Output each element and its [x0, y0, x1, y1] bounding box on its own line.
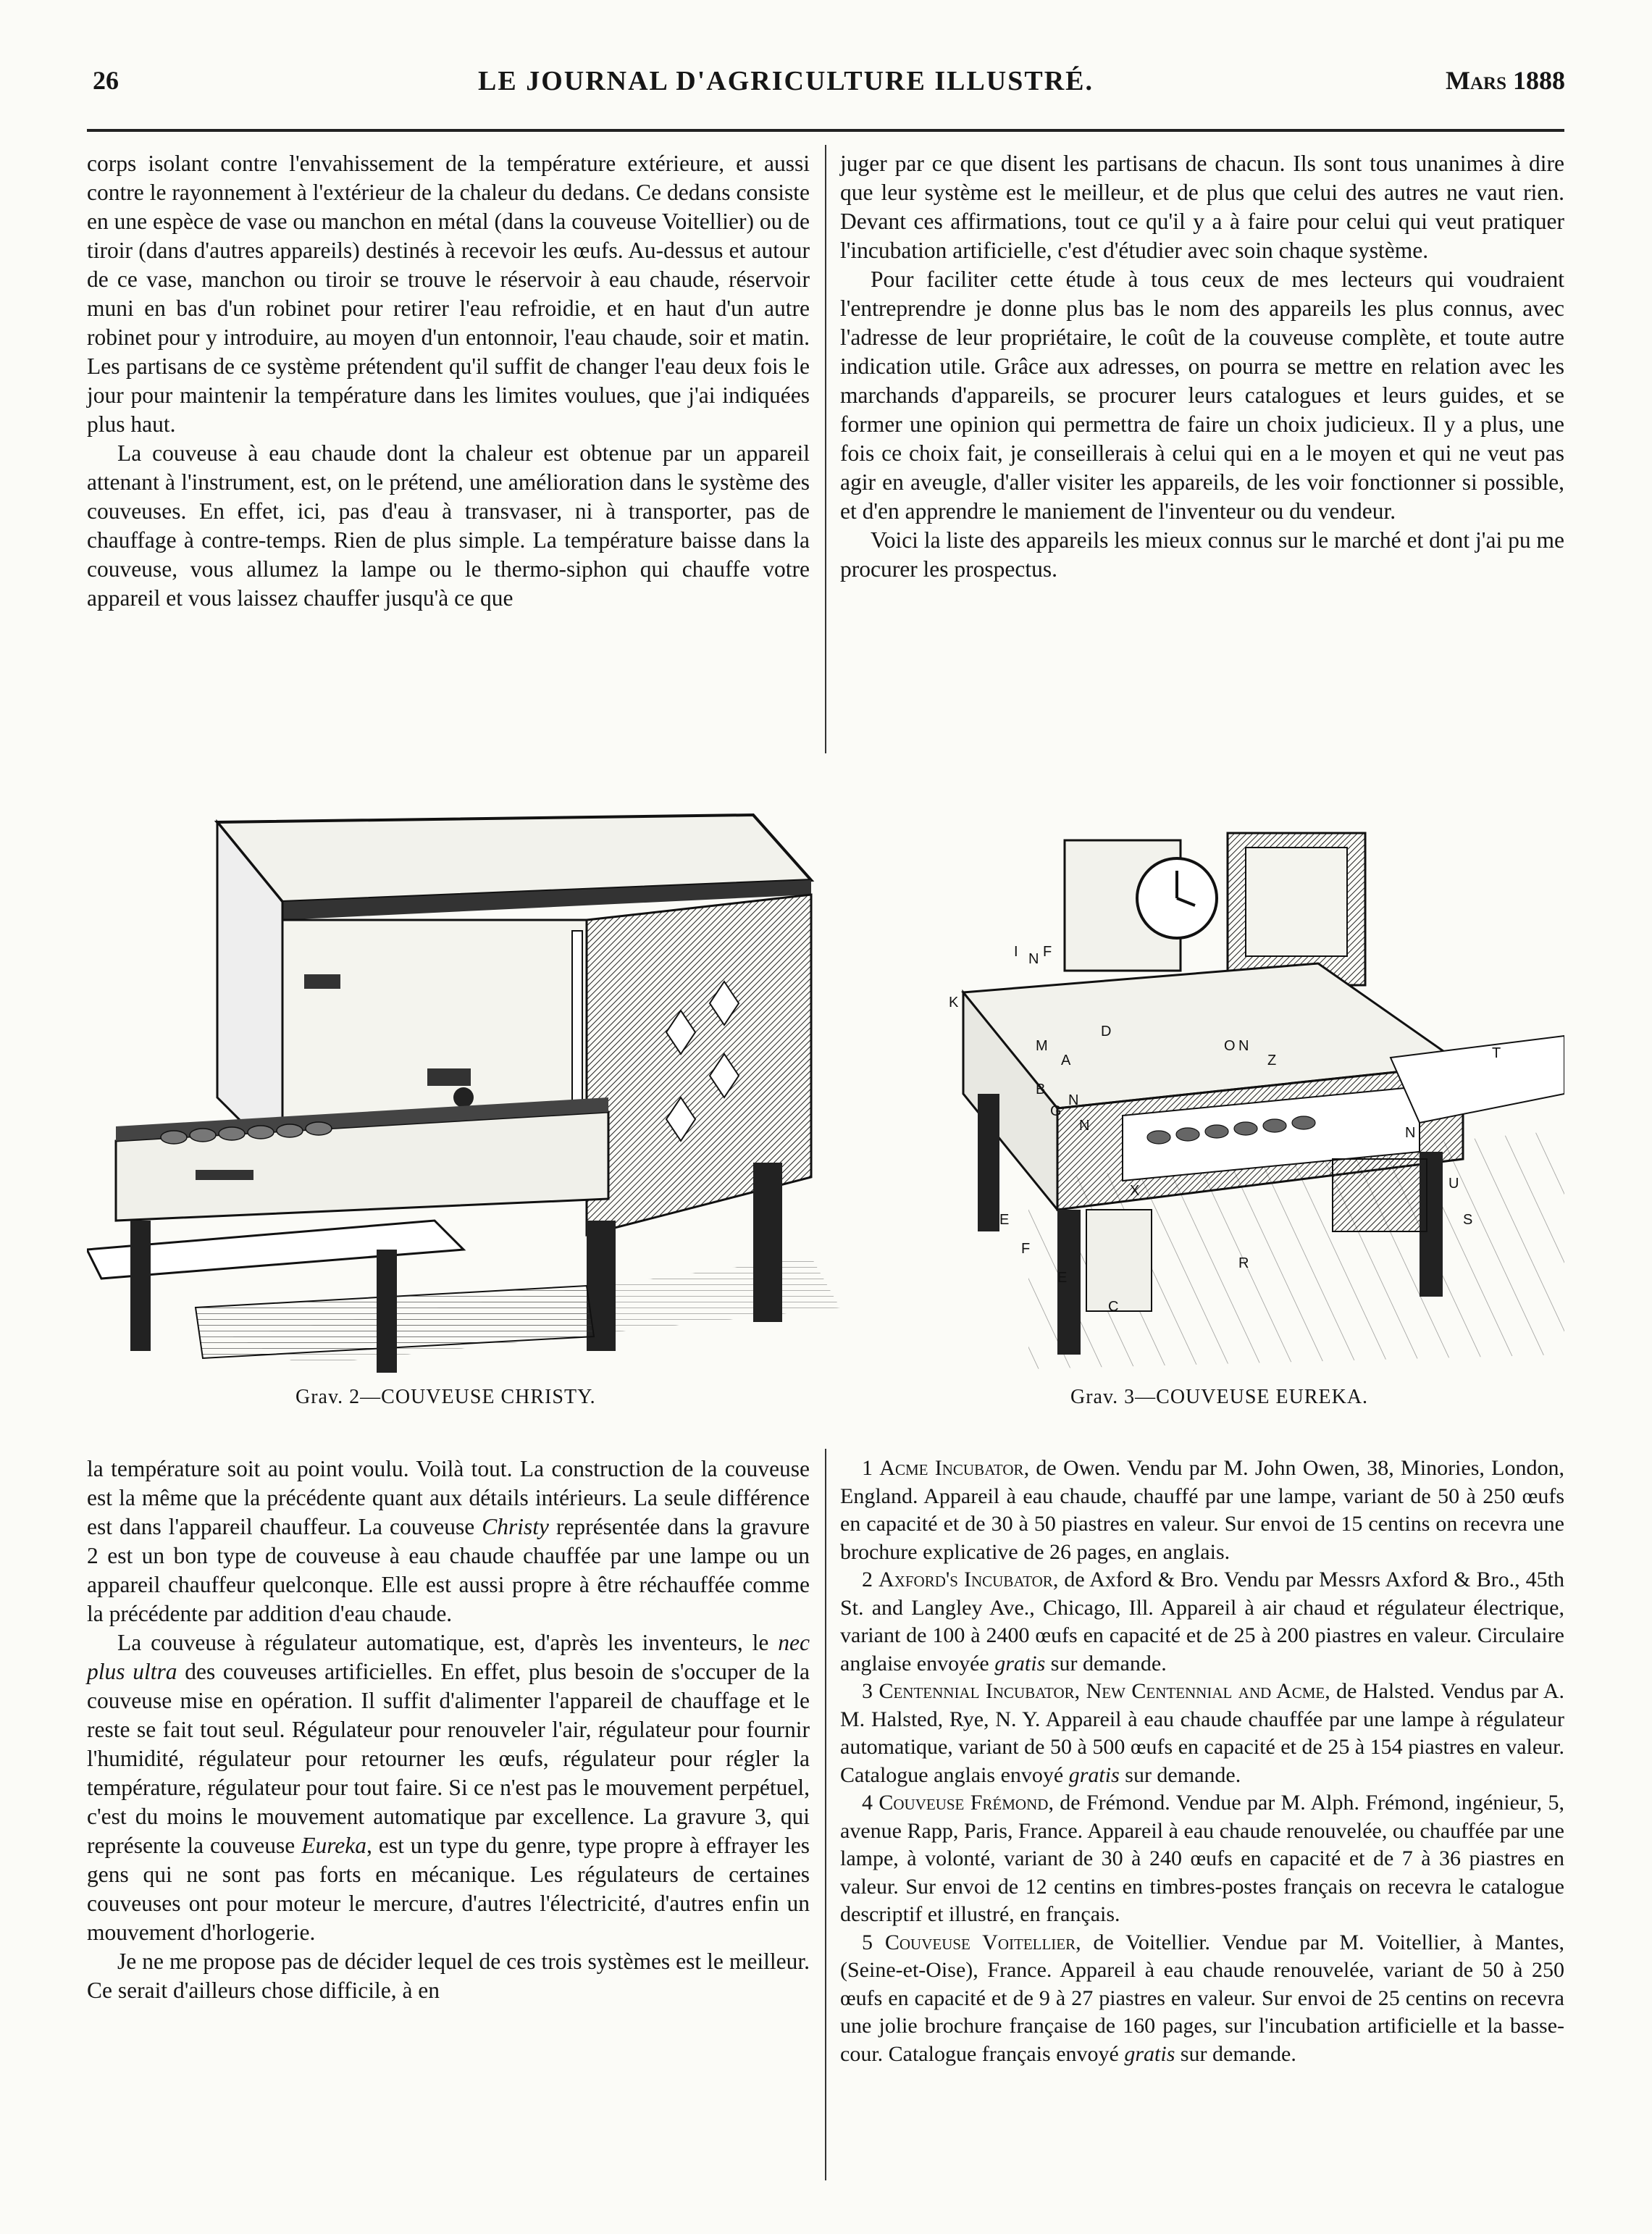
fig3-label: F	[1043, 944, 1052, 960]
figure-caption: Grav. 3—COUVEUSE EUREKA.	[1070, 1386, 1369, 1408]
paragraph: Pour faciliter cette étude à tous ceux de mes lecteurs qui voudraient l'entreprendre je donne plus bas le nom des appareils les plus connus, avec l'adresse de leur propriétaire, le coût de la couveuse complète, et toute autre indication utile. Grâce aux adresses, on pourra se mettre en relation avec les marchands d'appareils, se procurer leurs catalogues et leurs guides, et se former une opinion qui permettra de faire un choix judicieux. Il y a plus, une fois ce choix fait, je conseillerais à celui qui en a le moyen et qui ne veut pas agir en aveugle, d'aller visiter les appareils, de les voir fonctionner si possible, et d'en apprendre le maniement de l'inventeur ou du vendeur.	[840, 267, 1564, 524]
paragraph: la température soit au point voulu. Voilà tout. La construction de la couveuse est la même que la précédente quant aux détails intérieurs. La seule différence est dans l'appareil chauffeur. La couveuse Christy représentée dans la gravure 2 est un bon type de couveuse à eau chaude chauffée par une lampe ou un appareil chauffeur quelconque. Elle est aussi propre à être réchauffée comme la précédente par addition d'eau chaude.	[87, 1456, 810, 1626]
fig3-label: R	[1238, 1255, 1249, 1271]
paragraph: Je ne me propose pas de décider lequel de ces trois systèmes est le meilleur. Ce serait d'ailleurs chose difficile, à en	[87, 1949, 810, 2003]
issue-date: Mars 1888	[1446, 66, 1565, 95]
page-number: 26	[93, 66, 119, 95]
incubator-list	[840, 1455, 1564, 2068]
fig3-label: E	[1057, 1270, 1068, 1286]
fig3-label: B	[1036, 1082, 1046, 1097]
figure-caption: Grav. 2—COUVEUSE CHRISTY.	[295, 1386, 596, 1408]
fig3-label: G	[1050, 1103, 1062, 1119]
fig3-label: O	[1224, 1038, 1236, 1054]
christy-engraving	[87, 786, 847, 1380]
fig3-label: N	[1068, 1092, 1079, 1108]
column-divider	[825, 1449, 826, 2180]
list-item: 3 Centennial Incubator, New Centennial and Acme, de Halsted. Vendus par A. M. Halsted, Rye, N. Y. Appareil à eau chaude chauffée par une lampe à régulateur automatique, variant de 50 à 500 œufs en capacité et de 25 à 154 piastres en valeur. Catalogue anglais envoyé gratis sur demande.	[840, 1679, 1565, 1787]
fig3-label: N	[1238, 1038, 1249, 1054]
fig3-label: C	[1108, 1299, 1119, 1315]
fig3-label: F	[1021, 1241, 1031, 1257]
paragraph: La couveuse à régulateur automatique, est, d'après les inventeurs, le nec plus ultra des couveuses artificielles. En effet, plus besoin de s'occuper de la couveuse mise en opération. Il suffit d'alimenter l'appareil de chauffage et le reste se fait tout seul. Régulateur pour renouveler l'air, régulateur pour fournir l'humidité, régulateur pour retourner les œufs, régulateur pour régler la température, régulateur pour tout faire. Si ce n'est pas le mouvement perpétuel, c'est du moins le mouvement automatique par excellence. La gravure 3, qui représente la couveuse Eureka, est un type du genre, type propre à effrayer les gens qui ne sont pas forts en mécanique. Les régulateurs de certaines couveuses ont pour moteur le mercure, d'autres l'électricité, d'autres enfin un mouvement d'horlogerie.	[87, 1630, 810, 1945]
paragraph: La couveuse à eau chaude dont la chaleur est obtenue par un appareil attenant à l'instrument, est, on le prétend, une amélioration dans le système des couveuses. En effet, ici, pas d'eau à transvaser, ni à transporter, pas de chauffage à contre-temps. Rien de plus simple. La température baisse dans la couveuse, vous allumez la lampe ou le thermo-siphon qui chauffe votre appareil et vous laissez chauffer jusqu'à ce que	[87, 440, 810, 611]
fig3-label: T	[1492, 1045, 1501, 1061]
fig3-label: M	[1036, 1038, 1048, 1054]
fig3-label: N	[1079, 1118, 1090, 1134]
page-header	[0, 65, 1652, 101]
eureka-engraving	[942, 819, 1564, 1369]
journal-title: LE JOURNAL D'AGRICULTURE ILLUSTRÉ.	[478, 66, 1094, 96]
list-item: 5 Couveuse Voitellier, de Voitellier. Vendue par M. Voitellier, à Mantes, (Seine-et-Oise), France. Appareil à eau chaude renouvelée, variant de 50 à 250 œufs en capacité et de 9 à 27 piastres en valeur. Sur envoi de 25 centins on recevra une jolie brochure française de 160 pages, sur l'incubation artificielle et la basse-cour. Catalogue français envoyé gratis sur demande.	[840, 1930, 1565, 2066]
fig3-label: S	[1463, 1212, 1473, 1228]
top-left-column	[87, 149, 810, 613]
list-item: 2 Axford's Incubator, de Axford & Bro. Vendu par Messrs Axford & Bro., 45th St. and Langley Ave., Chicago, Ill. Appareil à air chaud et régulateur électrique, variant de 100 à 2400 œufs en capacité et de 25 à 200 piastres en valeur. Circulaire anglaise envoyée gratis sur demande.	[840, 1568, 1565, 1676]
bottom-left-column	[87, 1455, 810, 2005]
fig3-label: U	[1448, 1176, 1459, 1192]
paragraph: corps isolant contre l'envahissement de la température extérieure, et aussi contre le rayonnement à l'extérieur de la chaleur du dedans. Ce dedans consiste en une espèce de vase ou manchon en métal (dans la couveuse Voitellier) ou de tiroir (dans d'autres appareils) destinés à recevoir les œufs. Au-dessus et autour de ce vase, manchon ou tiroir se trouve le réservoir à eau chaude, réservoir muni en bas d'un robinet pour retirer l'eau refroidie, et en haut d'un autre robinet pour y introduire, au moyen d'un entonnoir, l'eau chaude, soir et matin. Les partisans de ce système prétendent qu'il suffit de changer l'eau deux fois le jour pour maintenir la température dans les limites voulues, que j'ai indiquées plus haut.	[87, 151, 810, 437]
fig3-label: K	[949, 995, 959, 1011]
fig3-label: Z	[1267, 1053, 1277, 1068]
paragraph: Voici la liste des appareils les mieux connus sur le marché et dont j'ai pu me procurer les prospectus.	[840, 527, 1564, 582]
figure-eureka-incubator	[942, 819, 1564, 1369]
fig3-label: A	[1061, 1053, 1071, 1068]
column-divider	[825, 145, 826, 753]
fig3-label: X	[1130, 1183, 1140, 1199]
header-rule	[87, 129, 1564, 132]
list-item: 1 Acme Incubator, de Owen. Vendu par M. John Owen, 38, Minories, London, England. Appareil à eau chaude, chauffé par une lampe, variant de 50 à 250 œufs en capacité et de 30 à 50 piastres en valeur. Sur envoi de 15 centins on recevra une brochure explicative de 26 pages, en anglais.	[840, 1456, 1565, 1564]
fig3-label: E	[999, 1212, 1010, 1228]
paragraph: juger par ce que disent les partisans de chacun. Ils sont tous unanimes à dire que leur système est le meilleur, et de plus que celui des autres ne vaut rien. Devant ces affirmations, tout ce qu'il y a à faire pour celui qui veut pratiquer l'incubation artificielle, c'est d'étudier avec soin chaque système.	[840, 151, 1564, 263]
top-right-column	[840, 149, 1564, 584]
figure-christy-incubator	[87, 786, 847, 1380]
fig3-label: I	[1014, 944, 1018, 960]
fig3-label: N	[1028, 951, 1039, 967]
fig3-label: N	[1405, 1125, 1416, 1141]
list-item: 4 Couveuse Frémond, de Frémond. Vendue par M. Alph. Frémond, ingénieur, 5, avenue Rapp, Paris, France. Appareil à eau chaude renouvelée, ou chauffée par une lampe, à volonté, variant de 30 à 240 œufs en capacité et de 7 à 36 piastres en valeur. Sur envoi de 12 centins en timbres-postes français on recevra le catalogue descriptif et illustré, en français.	[840, 1791, 1565, 1926]
fig3-label: D	[1101, 1024, 1112, 1039]
